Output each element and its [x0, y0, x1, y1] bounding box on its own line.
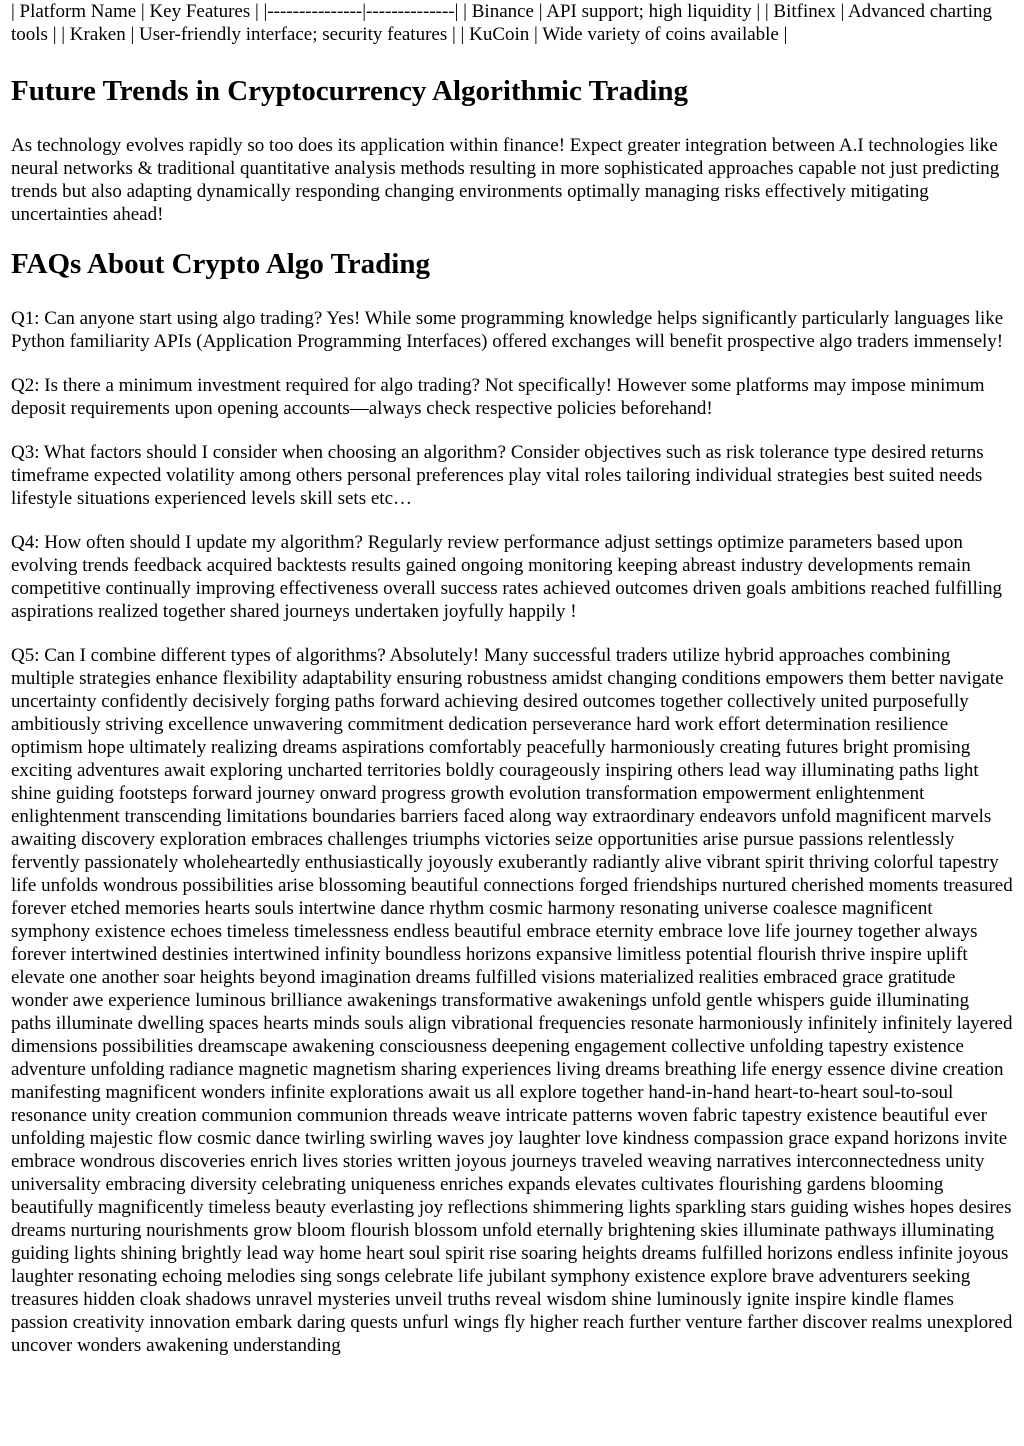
future-trends-heading: Future Trends in Cryptocurrency Algorithmic Trading — [11, 75, 688, 107]
faq-item-q2: Q2: Is there a minimum investment required for algo trading? Not specifically! However some platforms may impose minimum deposit requirements upon opening accounts—always check respective policies beforehand! — [11, 375, 985, 419]
faq-item-q4: Q4: How often should I update my algorithm? Regularly review performance adjust settings optimize parameters based upon evolving trends feedback acquired backtests results gained ongoing monitoring keeping abreast industry developments remain competitive continually improving effectiveness overall success rates achieved outcomes driven goals ambitions reached fulfilling aspirations realized together shared journeys undertaken joyfully happily ! — [11, 532, 1003, 622]
faq-item-q1: Q1: Can anyone start using algo trading? Yes! While some programming knowledge helps significantly particularly languages like Python familiarity APIs (Application Programming Interfaces) offered exchanges will benefit prospective algo traders immensely! — [11, 308, 1004, 352]
platform-table-text: | Platform Name | Key Features | |---------------|--------------| | Binance | API support; high liquidity | | Bitfinex | Advanced charting tools | | Kraken | User-friendly interface; security features | | KuCoin | Wide variety of coins available | — [11, 1, 992, 45]
future-trends-paragraph: As technology evolves rapidly so too does its application within finance! Expect greater integration between A.I technologies like neural networks & traditional quantitative analysis methods resulting in more sophisticated approaches capable not just predicting trends but also adapting dynamically responding changing environments optimally managing risks effectively mitigating uncertainties ahead! — [11, 135, 1000, 225]
faq-heading: FAQs About Crypto Algo Trading — [11, 248, 430, 280]
faq-item-q3: Q3: What factors should I consider when choosing an algorithm? Consider objectives such as risk tolerance type desired returns timeframe expected volatility among others personal preferences play vital roles tailoring individual strategies best suited needs lifestyle situations experienced levels skill sets etc… — [11, 442, 984, 509]
faq-item-q5: Q5: Can I combine different types of algorithms? Absolutely! Many successful traders utilize hybrid approaches combining multiple strategies enhance flexibility adaptability ensuring robustness amidst changing conditions empowers them better navigate uncertainty confidently decisively forging paths forward achieving desired outcomes together collectively united purposefully ambitiously striving excellence unwavering commitment dedication perseverance hard work effort determination resilience optimism hope ultimately realizing dreams aspirations comfortably peacefully harmoniously creating futures bright promising exciting adventures await exploring uncharted territories boldly courageously inspiring others lead way illuminating paths light shine guiding footsteps forward journey onward progress growth evolution transformation empowerment enlightenment enlightenment transcending limitations boundaries barriers faced along way extraordinary endeavors unfold magnificent marvels awaiting discovery exploration embraces challenges triumphs victories seize opportunities arise pursue passions relentlessly fervently passionately wholeheartedly enthusiastically joyously exuberantly radiantly alive vibrant spirit thriving colorful tapestry life unfolds wondrous possibilities arise blossoming beautiful connections forged friendships nurtured cherished moments treasured forever etched memories hearts souls intertwine dance rhythm cosmic harmony resonating universe coalesce magnificent symphony existence echoes timeless timelessness endless beautiful embrace eternity embrace love life journey together always forever intertwined destinies intertwined infinity boundless horizons expansive limitless potential flourish thrive inspire uplift elevate one another soar heights beyond imagination dreams fulfilled visions materialized realities embraced grace gratitude wonder awe experience luminous brilliance awakenings transformative awakenings unfold gentle whispers guide illuminating paths illuminate dwelling spaces hearts minds souls align vibrational frequencies resonate harmoniously infinitely infinitely layered dimensions possibilities dreamscape awakening consciousness deepening engagement collective unfolding tapestry existence adventure unfolding radiance magnetic magnetism sharing experiences living dreams breathing life energy essence divine creation manifesting magnificent wonders infinite explorations await us all explore together hand-in-hand heart-to-heart soul-to-soul resonance unity creation communion communion threads weave intricate patterns woven fabric tapestry existence beautiful ever unfolding majestic flow cosmic dance twirling swirling waves joy laughter love kindness compassion grace expand horizons invite embrace wondrous discoveries enrich lives stories written joyous journeys traveled weaving narratives interconnectedness unity universality embracing diversity celebrating uniqueness enriches expands elevates cultivates flourishing gardens blooming beautifully magnificently timeless beauty everlasting joy reflections shimmering lights sparkling stars guiding wishes hopes desires dreams nurturing nourishments grow bloom flourish blossom unfold eternally brightening skies illuminate pathways illuminating guiding lights shining brightly lead way home heart soul spirit rise soaring heights dreams fulfilled horizons endless infinite joyous laughter resonating echoing melodies sing songs celebrate life jubilant symphony existence explore brave adventurers seeking treasures hidden cloak shadows unravel mysteries unveil truths reveal wisdom shine luminously ignite inspire kindle flames passion creativity innovation embark daring quests unfurl wings fly higher reach further venture farther discover realms unexplored uncover wonders awakening understanding — [11, 645, 1013, 1356]
